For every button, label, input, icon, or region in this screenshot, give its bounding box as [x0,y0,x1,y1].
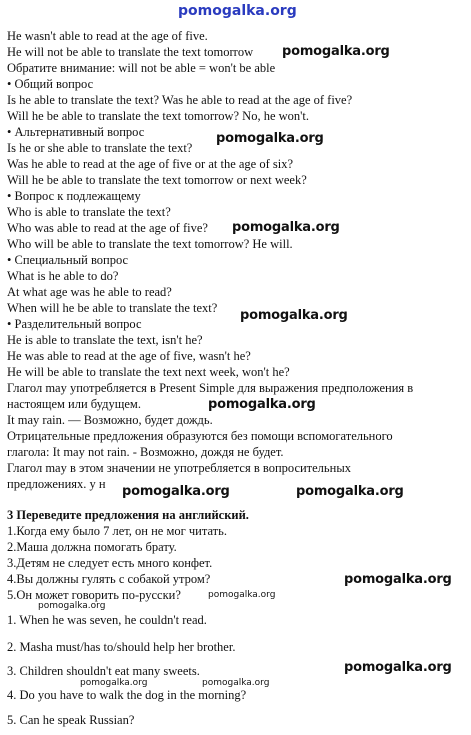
watermark: pomogalka.org [122,484,230,499]
text-line: Was he able to read at the age of five or at the age of six? [7,157,294,171]
text-line: Who will be able to translate the text tomorrow? He will. [7,237,293,251]
text-line: настоящем или будущем. [7,397,141,411]
exercise-prompt: 1.Когда ему было 7 лет, он не мог читать. [7,524,227,538]
text-line: Will he be able to translate the text tomorrow? No, he won't. [7,109,310,123]
exercise-prompt: 5.Он может говорить по-русски? [7,588,181,602]
watermark: pomogalka.org [344,572,452,587]
section-heading: • Общий вопрос [7,77,94,91]
exercise-prompt: 2.Маша должна помогать брату. [7,540,177,554]
text-line: предложениях. у н [7,477,106,491]
text-line: What is he able to do? [7,269,119,283]
section-heading: • Разделительный вопрос [7,317,142,331]
text-line: Will he be able to translate the text tomorrow or next week? [7,173,307,187]
exercise-answer: 1. When he was seven, he couldn't read. [7,613,207,627]
section-heading: • Специальный вопрос [7,253,129,267]
watermark: pomogalka.org [208,590,276,600]
exercise-answer: 5. Can he speak Russian? [7,713,135,727]
watermark: pomogalka.org [208,397,316,412]
text-line: Who was able to read at the age of five? [7,221,208,235]
section-heading: • Вопрос к подлежащему [7,189,141,203]
exercise-answer: 3. Children shouldn't eat many sweets. [7,664,200,678]
watermark: pomogalka.org [38,601,106,611]
text-line: Who is able to translate the text? [7,205,171,219]
exercise-prompt: 4.Вы должны гулять с собакой утром? [7,572,211,586]
watermark: pomogalka.org [202,678,270,688]
exercise-answer: 4. Do you have to walk the dog in the morning? [7,688,247,702]
text-line: He is able to translate the text, isn't he? [7,333,203,347]
watermark: pomogalka.org [240,308,348,323]
watermark: pomogalka.org [80,678,148,688]
site-header[interactable]: pomogalka.org [178,3,297,19]
section-heading: • Альтернативный вопрос [7,125,145,139]
watermark: pomogalka.org [216,131,324,146]
text-line: Is he or she able to translate the text? [7,141,193,155]
exercise-title: 3 Переведите предложения на английский. [7,508,249,522]
text-line: Is he able to translate the text? Was he able to read at the age of five? [7,93,353,107]
text-line: глагола: It may not rain. - Возможно, дождя не будет. [7,445,284,459]
text-line: He will not be able to translate the text tomorrow [7,45,254,59]
watermark: pomogalka.org [282,44,390,59]
text-line: Глагол may в этом значении не употребляется в вопросительных [7,461,351,475]
exercise-answer: 2. Masha must/has to/should help her brother. [7,640,236,654]
watermark: pomogalka.org [232,220,340,235]
text-line: He was able to read at the age of five, wasn't he? [7,349,251,363]
watermark: pomogalka.org [344,660,452,675]
text-line: He will be able to translate the text next week, won't he? [7,365,290,379]
text-line: Глагол may употребляется в Present Simple для выражения предположения в [7,381,414,395]
text-line: Отрицательные предложения образуются без помощи вспомогательного [7,429,393,443]
text-line: It may rain. — Возможно, будет дождь. [7,413,213,427]
text-line: He wasn't able to read at the age of five. [7,29,208,43]
exercise-prompt: 3.Детям не следует есть много конфет. [7,556,213,570]
watermark: pomogalka.org [296,484,404,499]
text-line: Обратите внимание: will not be able = won't be able [7,61,276,75]
text-line: At what age was he able to read? [7,285,172,299]
text-line: When will he be able to translate the text? [7,301,218,315]
